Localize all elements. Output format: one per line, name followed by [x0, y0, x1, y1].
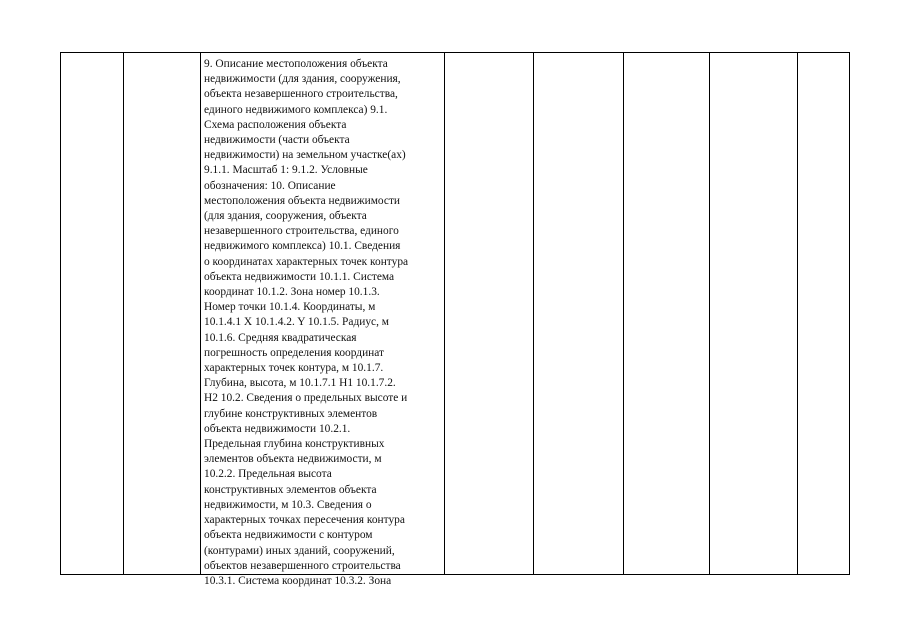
form-table	[60, 52, 850, 587]
table-cell-col2	[124, 53, 201, 575]
table-cell-col7	[710, 53, 798, 575]
table-row	[61, 53, 850, 575]
description-text: 9. Описание местоположения объекта недвижимости (для здания, сооружения, объекта незавершенного строительства, единого недвижимого комплекса) 9.1. Схема расположения объекта недвижимости (части объекта недвижимости) на земельном участке(ах) 9.1.1. Масштаб 1: 9.1.2. Условные обозначения: 10. Описание местоположения объекта недвижимости (для здания, сооружения, объекта незавершенного строительства, единого недвижимого комплекса) 10.1. Сведения о координатах характерных точек контура объекта недвижимости 10.1.1. Система координат 10.1.2. Зона номер 10.1.3. Номер точки 10.1.4. Координаты, м 10.1.4.1 X 10.1.4.2. Y 10.1.5. Радиус, м 10.1.6. Средняя квадратическая погрешность определения координат характерных точек контура, м 10.1.7. Глубина, высота, м 10.1.7.1 H1 10.1.7.2. H2 10.2. Сведения о предельных высоте и глубине конструктивных элементов объекта недвижимости 10.2.1. Предельная глубина конструктивных элементов объекта недвижимости, м 10.2.2. Предельная высота конструктивных элементов объекта недвижимости, м 10.3. Сведения о характерных точках пересечения контура объекта недвижимости с контуром (контурами) иных зданий, сооружений, объектов незавершенного строительства 10.3.1. Система координат 10.3.2. Зона	[204, 58, 409, 587]
table-cell-description	[201, 53, 445, 587]
table-cell-col4	[445, 53, 534, 575]
table-cell-col1	[61, 53, 124, 575]
table-cell-col5	[534, 53, 624, 575]
table-cell-col6	[624, 53, 710, 575]
table-cell-col8	[798, 53, 850, 575]
